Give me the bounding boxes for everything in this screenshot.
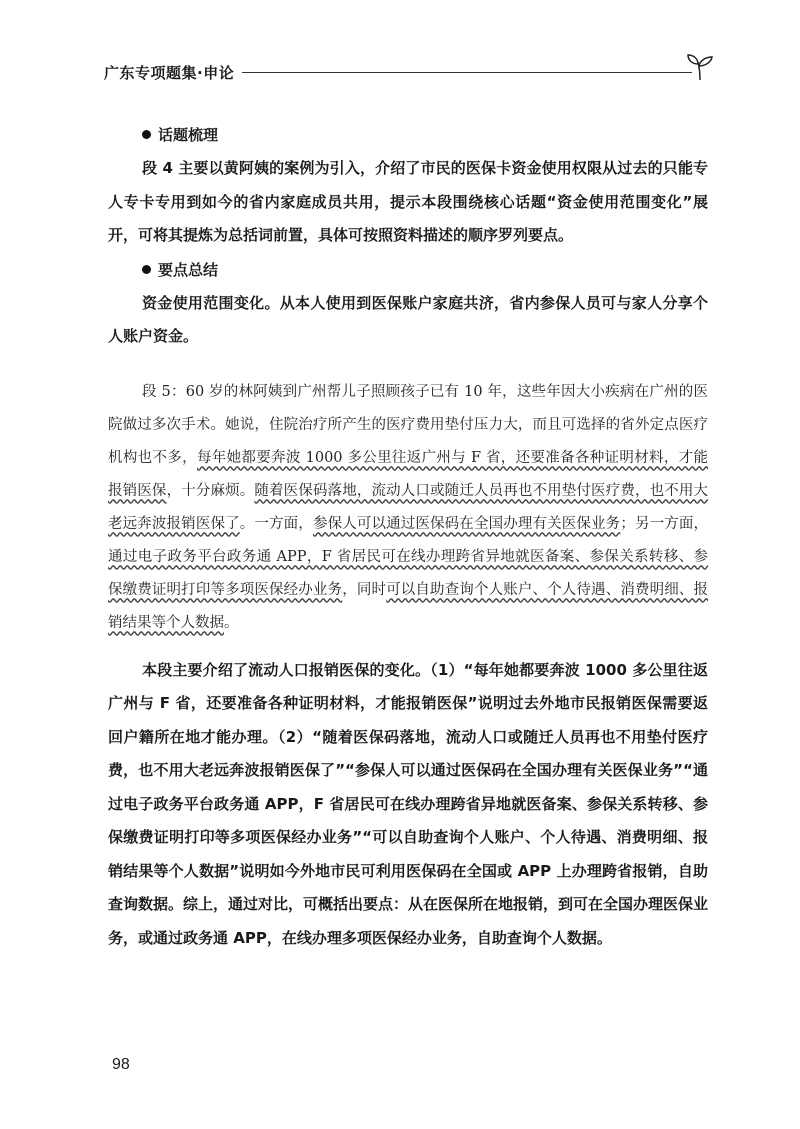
excerpt-text: ，同时 — [342, 581, 387, 598]
header-title: 广东专项题集·申论 — [104, 64, 235, 82]
topic-heading — [108, 118, 708, 152]
sprout-icon — [684, 52, 716, 82]
excerpt-text: ，十分麻烦。 — [166, 482, 255, 499]
summary-paragraph: 资金使用范围变化。从本人使用到医保账户家庭共济，省内参保人员可与家人分享个人账户资金。 — [108, 293, 708, 345]
analysis-paragraph: 本段主要介绍了流动人口报销医保的变化。（1）“每年她都要奔波 1000 多公里往返广州与 F 省，还要准备各种证明材料，才能报销医保”说明过去外地市民报销医保需要返回户籍所在地才能办理。（2）“随着医保码落地，流动人口或随迁人员再也不用垫付医疗费，也不用大老远奔波报销医保了”“参保人可以通过医保码在全国办理有关医保业务”“通过电子政务平台政务通 APP，F 省居民可在线办理跨省异地就医备案、参保关系转移、参保缴费证明打印等多项医保经办业务”“可以自助查询个人账户、个人待遇、消费明细、报销结果等个人数据”说明如今外地市民可利用医保码在全国或 APP 上办理跨省报销，自助查询数据。综上，通过对比，可概括出要点：从在医保所在地报销，到可在全国办理医保业务，或通过政务通 APP，在线办理多项医保经办业务，自助查询个人数据。 — [108, 660, 709, 947]
underlined-excerpt: 参保人可以通过医保码在全国办理有关医保业务 — [312, 515, 621, 532]
underlined-excerpt: 可以自助查询个人账户、个人待遇、消费明细、报销结果等个人数据 — [108, 581, 709, 631]
topic-paragraph: 段 4 主要以黄阿姨的案例为引入，介绍了市民的医保卡资金使用权限从过去的只能专人专卡专用到如今的省内家庭成员共用，提示本段围绕核心话题“资金使用范围变化”展开，可将其提炼为总括词前置，具体可按照资料描述的顺序罗列要点。 — [108, 159, 708, 244]
bullet-icon — [142, 265, 151, 274]
topic-heading-label: 话题梳理 — [158, 126, 219, 144]
excerpt-text: 段 5：60 岁的林阿姨到广州帮儿子照顾孩子已有 10 年，这些年因大小疾病在广州的医院做过多次手术。她说，住院治疗所产生的医疗费用垫付压力大，而且可选择的省外定点医疗机构也不多， — [108, 383, 708, 466]
summary-heading — [108, 253, 708, 287]
underlined-excerpt: 每年她都要奔波 1000 多公里往返广州与 F 省，还要准备各种证明材料，才能报销医保 — [108, 449, 708, 499]
underlined-excerpt: 随着医保码落地，流动人口或随迁人员再也不用垫付医疗费，也不用大老远奔波报销医保了 — [108, 482, 709, 532]
source-excerpt — [108, 376, 708, 640]
excerpt-text: ；另一方面， — [620, 515, 709, 532]
excerpt-text: 。 — [224, 614, 239, 631]
header-rule — [242, 72, 692, 73]
running-header — [104, 56, 712, 86]
page-content — [108, 118, 708, 955]
underlined-excerpt: 通过电子政务平台政务通 APP，F 省居民可在线办理跨省异地就医备案、参保关系转移、参保缴费证明打印等多项医保经办业务 — [108, 548, 708, 598]
page-number: 98 — [112, 1056, 130, 1073]
summary-heading-label: 要点总结 — [158, 260, 219, 279]
excerpt-text: 。一方面， — [239, 515, 313, 532]
bullet-icon — [142, 130, 151, 139]
